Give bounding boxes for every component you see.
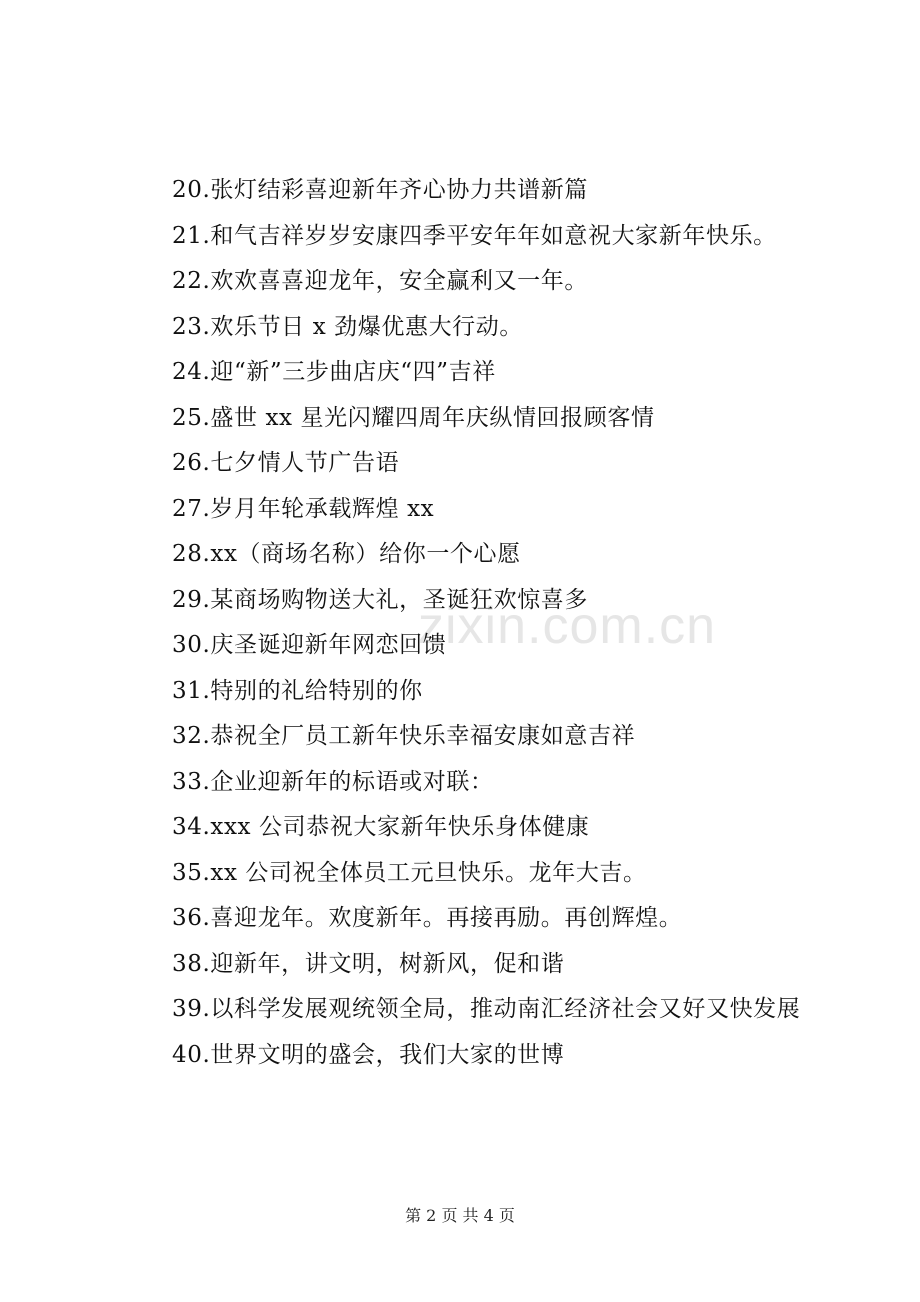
text-line: 32.恭祝全厂员工新年快乐幸福安康如意吉祥: [172, 723, 636, 749]
document-body: [122, 168, 822, 1078]
text-line: 21.和气吉祥岁岁安康四季平安年年如意祝大家新年快乐。: [172, 222, 777, 249]
text-line: 29.某商场购物送大礼，圣诞狂欢惊喜多: [172, 586, 588, 613]
text-line: 25.盛世 xx 星光闪耀四周年庆纵情回报顾客情: [172, 404, 655, 431]
text-line: 28.xx（商场名称）给你一个心愿: [172, 541, 521, 567]
text-line: 24.迎“新”三步曲店庆“四”吉祥: [172, 359, 496, 385]
text-line: 35.xx 公司祝全体员工元旦快乐。龙年大吉。: [172, 859, 647, 886]
text-line: 27.岁月年轮承载辉煌 xx: [172, 495, 435, 522]
text-line: 26.七夕情人节广告语: [172, 450, 400, 476]
text-line: 23.欢乐节日 x 劲爆优惠大行动。: [172, 313, 523, 340]
watermark: zixin.com.cn: [418, 597, 717, 655]
text-line: 33.企业迎新年的标语或对联：: [172, 768, 494, 795]
text-line: 36.喜迎龙年。欢度新年。再接再励。再创辉煌。: [172, 905, 683, 931]
text-line: 40.世界文明的盛会，我们大家的世博: [172, 1041, 565, 1068]
page-number: 第 2 页 共 4 页: [405, 1206, 515, 1225]
text-line: 39.以科学发展观统领全局，推动南汇经济社会又好又快发展: [172, 996, 801, 1022]
text-line: 20.张灯结彩喜迎新年齐心协力共谱新篇: [172, 177, 588, 203]
text-line: 30.庆圣诞迎新年网恋回馈: [172, 632, 447, 658]
text-line: 38.迎新年，讲文明，树新风，促和谐: [172, 950, 565, 977]
text-line: 22.欢欢喜喜迎龙年，安全赢利又一年。: [172, 268, 588, 294]
text-line: 31.特别的礼给特别的你: [172, 677, 423, 704]
text-line: 34.xxx 公司恭祝大家新年快乐身体健康: [172, 814, 590, 840]
